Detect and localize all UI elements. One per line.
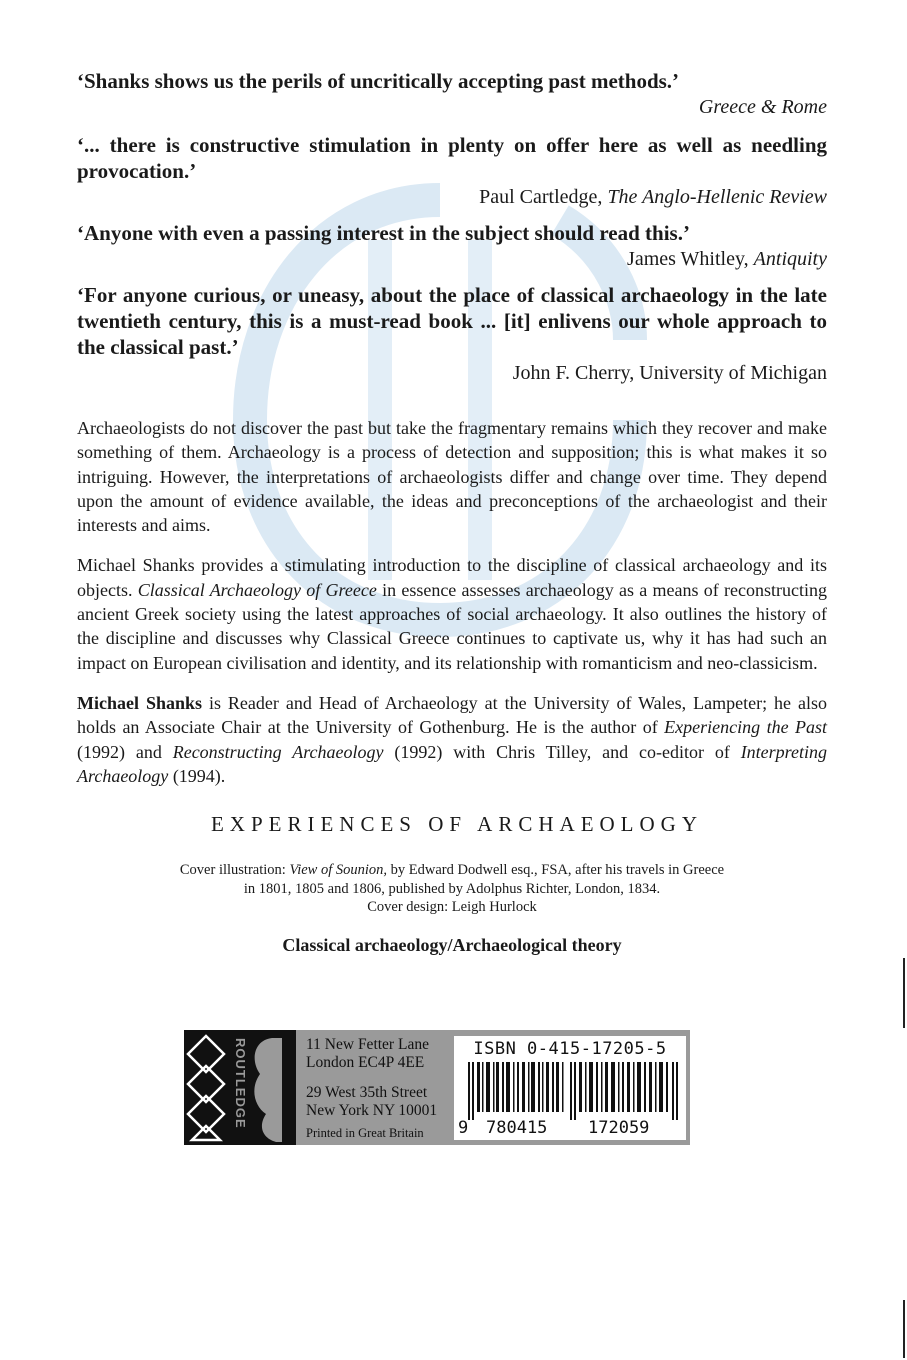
isbn-barcode [454,1036,686,1140]
trim-mark-upper [903,958,905,1028]
series-title: EXPERIENCES OF ARCHAEOLOGY [210,812,704,837]
publisher-address: 11 New Fetter Lane London EC4P 4EE 29 West 35th Street New York NY 10001 Printed in Great Britain [306,1036,438,1140]
review-quote-1: ‘Shanks shows us the perils of uncritically accepting past methods.’ [77,69,680,93]
author-bio: Michael Shanks is Reader and Head of Archaeology at the University of Wales, Lampeter; he also holds an Associate Chair at the University of Gothenburg. He is the author of Experiencing the Past (1992) and Reconstructing Archaeology (1992) with Chris Tilley, and co-editor of Interpreting Archaeology (1994). [77,692,828,786]
review-quote-4: ‘For anyone curious, or uneasy, about the place of classical archaeology in the late twentieth century, this is a must-read book ... [it] enlivens our whole approach to the classical past.’ [77,283,827,359]
barcode-digits: 9 780415 172059 [458,1118,650,1138]
subject-category: Classical archaeology/Archaeological theory [282,934,622,955]
review-quote-2: ‘... there is constructive stimulation in plenty on offer here as well as needling provocation.’ [77,133,827,183]
review-attribution-4: John F. Cherry, University of Michigan [512,362,827,384]
review-attribution-3: James Whitley, Antiquity [627,248,827,270]
publisher-panel [184,1030,690,1145]
routledge-logo [184,1030,296,1145]
cover-credits: Cover illustration: View of Sounion, by Edward Dodwell esq., FSA, after his travels in Greece in 1801, 1805 and 1806, published by Adolphus Richter, London, 1834. Cover design: Leigh Hurlock [179,862,725,916]
review-quote-3: ‘Anyone with even a passing interest in the subject should read this.’ [77,221,690,245]
blurb-paragraph-1: Archaeologists do not discover the past but take the fragmentary remains which they recover and make something of them. Archaeology is a process of detection and supposition; this is what makes it so intriguing. However, the interpretations of archaeologists differ and change over time. They depend upon the amount of evidence available, the ideas and preconceptions of the archaeologist and their interests and aims. [77,418,827,536]
review-attribution-1: Greece & Rome [698,96,827,118]
blurb-paragraph-2: Michael Shanks provides a stimulating introduction to the discipline of classical archaeology and its objects. Classical Archaeology of Greece in essence assesses archaeology as a means of reconstructing ancient Greek society using the latest approaches of social archaeology. It also outlines the history of the discipline and discusses why Classical Greece continues to captivate us, why it has had such an impact on European civilisation and identity, and its relationship with romanticism and neo-classicism. [77,555,827,673]
back-cover-content [77,68,827,956]
trim-mark-lower [903,1300,905,1358]
review-attribution-2: Paul Cartledge, The Anglo-Hellenic Review [479,186,827,208]
barcode-bars [468,1062,680,1120]
publisher-name: ROUTLEDGE [233,1038,248,1129]
isbn-number: ISBN 0-415-17205-5 [473,1039,667,1059]
